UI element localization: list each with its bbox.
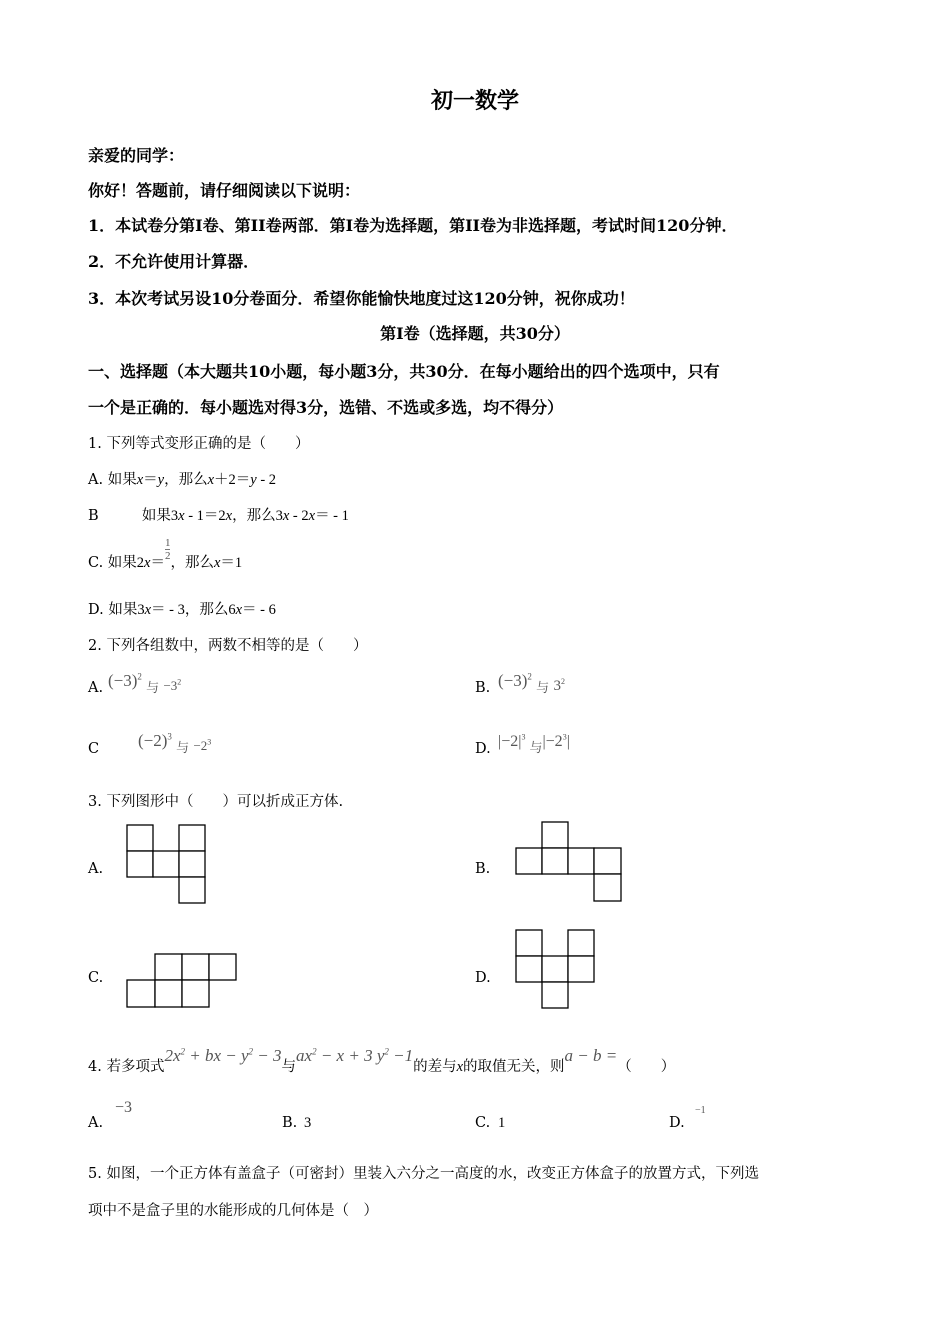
q3-option-d-net [515, 929, 595, 1009]
q1-option-c: C. 如果2x＝ $\frac{1}{2}$ ，那么x＝1 [88, 537, 243, 571]
text: ，那么 [184, 602, 229, 618]
q5-stem-line2: 项中不是盒子里的水能形成的几何体是（ ） [88, 1203, 378, 1219]
part1-instructions-line2: 一个是正确的．每小题选对得3分，选错、不选或多选，均不得分） [88, 398, 564, 417]
q2-a-expression: $(-3)^2$ $_与$ $_{-3^2}$ [108, 671, 182, 695]
q3-option-d: D. [475, 970, 491, 986]
q4-option-d-label: D. [669, 1115, 685, 1131]
text: 与 [176, 740, 190, 755]
q2-b-expression: $(-3)^2$ $_与$ $3^2$ [498, 671, 565, 695]
q4-option-b-label: B. [282, 1115, 298, 1131]
q4-option-a-value: −3 [115, 1099, 133, 1116]
option-label: D. [475, 741, 491, 757]
q1-option-a: A. 如果x＝y，那么x＋2＝y - 2 [88, 472, 277, 488]
q4-option-b-value: 3 [304, 1115, 312, 1131]
option-label: C. [88, 555, 104, 571]
q4-option-d-value: −1 [695, 1105, 706, 1116]
q4-stem [88, 1046, 676, 1076]
note-2: 2．不允许使用计算器． [88, 252, 260, 271]
option-label: B [88, 508, 99, 524]
text: 如果 [107, 555, 137, 571]
q3-option-c-net [126, 953, 238, 1009]
q3-option-b: B. [475, 861, 491, 877]
polynomial-1: $2x^2$ + bx − $y^2 - 3$ [164, 1046, 282, 1065]
text: 如果 [108, 602, 138, 618]
q2-option-d [475, 741, 491, 757]
q3-option-a: A. [88, 861, 104, 877]
q3-stem: 3. 下列图形中（ ）可以折成正方体. [88, 794, 344, 810]
note-3: 3．本次考试另设10分卷面分．希望你能愉快地度过这120分钟，祝你成功！ [88, 289, 635, 308]
q3-option-a-net [126, 824, 206, 904]
q1-option-d: D. 如果3x＝ - 3，那么6x＝ - 6 [88, 602, 276, 618]
text: ，那么 [170, 555, 214, 571]
text: 4. 若多项式 [88, 1059, 165, 1075]
q2-option-b [475, 680, 490, 696]
q1-stem: 1. 下列等式变形正确的是（ ） [88, 436, 310, 452]
option-label: C [88, 741, 100, 757]
text: 如果 [107, 472, 137, 488]
expression-a-minus-b: a − b = [564, 1046, 618, 1065]
q5-stem-line1: 5. 如图，一个正方体有盖盒子（可密封）里装入六分之一高度的水，改变正方体盒子的放置方式，下列选 [88, 1166, 759, 1182]
fraction-numerator: 1 [164, 537, 171, 549]
page-title: 初一数学 [430, 88, 519, 114]
polynomial-2: $ax^2 - x + 3$ $y^2 -1$ [296, 1046, 414, 1065]
variable-x: x [456, 1059, 464, 1075]
text: 与 [281, 1059, 297, 1075]
q4-option-a-label: A. [88, 1115, 104, 1131]
option-label: D. [88, 602, 104, 618]
q2-option-c [88, 741, 99, 757]
text: ，那么 [232, 508, 276, 524]
section-title: 第I卷（选择题，共30分） [380, 324, 570, 343]
q1-option-b: B 如果3x - 1＝2x，那么3x - 2x＝ - 1 [88, 508, 349, 524]
q2-option-a [88, 680, 103, 696]
option-label: A. [88, 680, 104, 696]
q4-option-c-value: 1 [498, 1115, 506, 1131]
text: 的取值无关，则 [463, 1059, 565, 1075]
greeting: 亲爱的同学： [88, 146, 185, 165]
q3-option-b-net [515, 821, 623, 903]
part1-instructions-line1: 一、选择题（本大题共10小题，每小题3分，共30分．在每小题给出的四个选项中，只有 [88, 362, 720, 381]
text: 与 [146, 680, 160, 695]
q4-option-c-label: C. [475, 1115, 491, 1131]
text: 与 [536, 680, 550, 695]
text: 的差与 [413, 1059, 457, 1075]
q3-option-c: C. [88, 970, 104, 986]
text: （ ） [617, 1059, 676, 1075]
intro: 你好！答题前，请仔细阅读以下说明： [88, 181, 361, 200]
option-label: A. [88, 472, 104, 488]
fraction-denominator: 2 [164, 550, 171, 562]
q2-d-expression: $|-2|^3$ $_与|-2^3|$ [498, 732, 570, 755]
q2-c-expression: $(-2)^3$ $_与$ $_{-2^3}$ [138, 731, 212, 755]
text: ，那么 [164, 472, 208, 488]
note-1: 1．本试卷分第I卷、第II卷两部．第I卷为选择题，第II卷为非选择题，考试时间120分钟． [88, 216, 738, 235]
text: 与 [529, 740, 543, 755]
option-label: B. [475, 680, 491, 696]
text: 如果 [141, 508, 171, 524]
q2-stem: 2. 下列各组数中，两数不相等的是（ ） [88, 638, 368, 654]
